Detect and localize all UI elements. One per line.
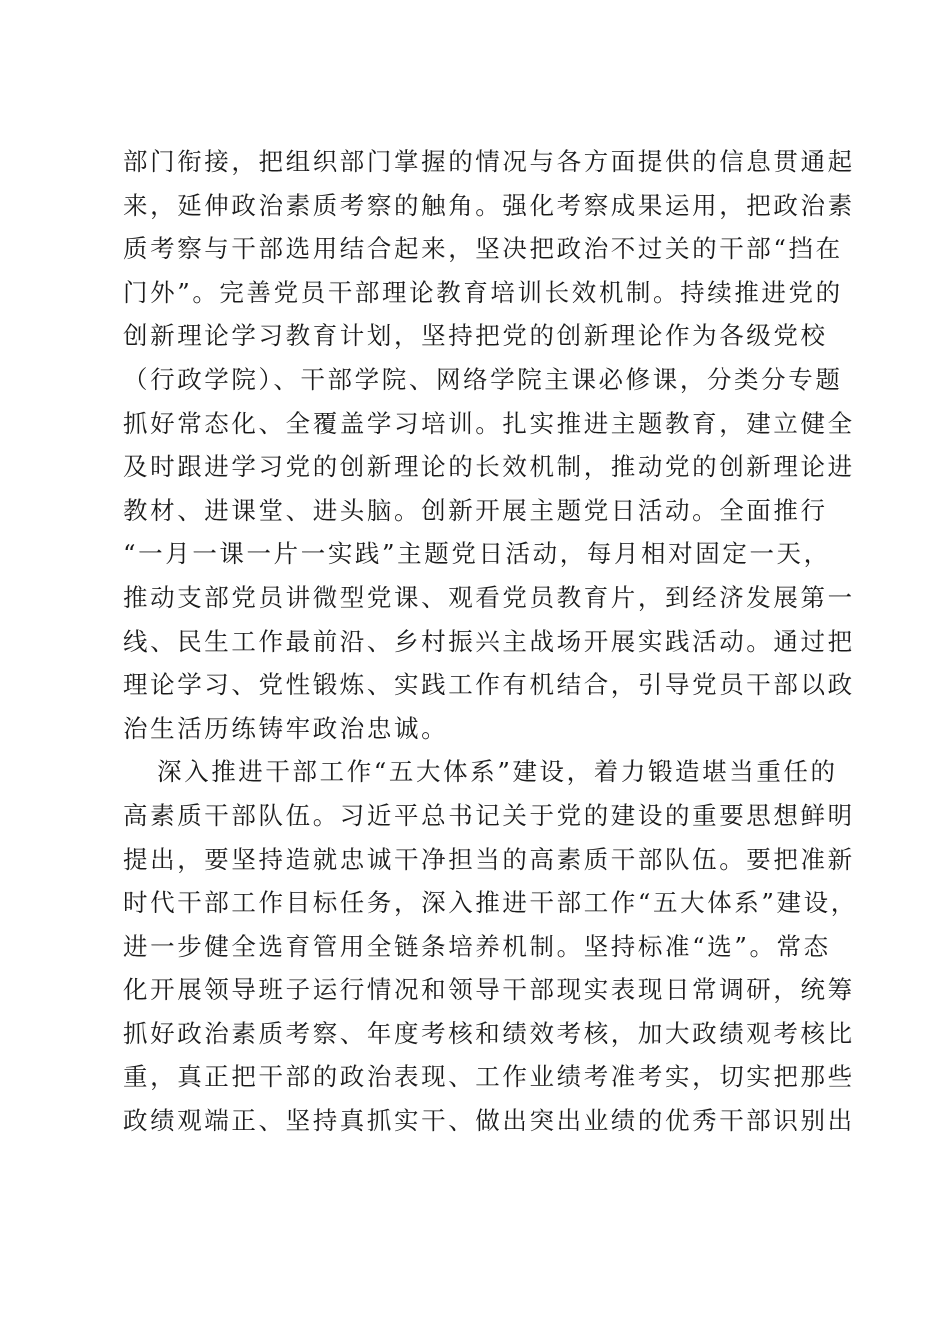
text-line: 时代干部工作目标任务，深入推进干部工作“五大体系”建设， <box>123 888 858 918</box>
text-line: 政绩观端正、坚持真抓实干、做出突出业绩的优秀干部识别出 <box>123 1106 855 1136</box>
text-line: 推动支部党员讲微型党课、观看党员教育片，到经济发展第一 <box>123 582 855 612</box>
text-line: （行政学院）、干部学院、网络学院主课必修课，分类分专题 <box>123 364 843 394</box>
text-line: 抓好常态化、全覆盖学习培训。扎实推进主题教育，建立健全 <box>123 408 855 438</box>
text-line: 部门衔接，把组织部门掌握的情况与各方面提供的信息贯通起 <box>123 147 855 176</box>
text-line: 化开展领导班子运行情况和领导干部现实表现日常调研，统筹 <box>123 975 855 1005</box>
text-line: 线、民生工作最前沿、乡村振兴主战场开展实践活动。通过把 <box>123 626 855 656</box>
text-line: 重，真正把干部的政治表现、工作业绩考准考实，切实把那些 <box>123 1062 855 1092</box>
body-text <box>123 140 858 1143</box>
text-line: 提出，要坚持造就忠诚干净担当的高素质干部队伍。要把准新 <box>123 844 855 874</box>
text-line: 教材、进课堂、进头脑。创新开展主题党日活动。全面推行 <box>123 495 828 525</box>
text-line: 来，延伸政治素质考察的触角。强化考察成果运用，把政治素 <box>123 190 855 220</box>
text-line: 理论学习、党性锻炼、实践工作有机结合，引导党员干部以政 <box>123 670 855 700</box>
text-line: 质考察与干部选用结合起来，坚决把政治不过关的干部“挡在 <box>123 234 843 264</box>
text-line: 进一步健全选育管用全链条培养机制。坚持标准“选”。常态 <box>123 931 831 961</box>
text-line: 抓好政治素质考察、年度考核和绩效考核，加大政绩观考核比 <box>123 1018 855 1048</box>
text-line: 及时跟进学习党的创新理论的长效机制，推动党的创新理论进 <box>123 452 855 482</box>
text-line: 门外”。完善党员干部理论教育培训长效机制。持续推进党的 <box>123 277 843 307</box>
paragraph-start-line: 深入推进干部工作“五大体系”建设，着力锻造堪当重任的 <box>157 757 838 787</box>
text-line: 创新理论学习教育计划，坚持把党的创新理论作为各级党校 <box>123 321 828 351</box>
text-line: 治生活历练铸牢政治忠诚。 <box>123 713 449 743</box>
text-line: “一月一课一片一实践”主题党日活动，每月相对固定一天， <box>123 539 831 569</box>
text-line: 高素质干部队伍。习近平总书记关于党的建设的重要思想鲜明 <box>123 800 855 830</box>
